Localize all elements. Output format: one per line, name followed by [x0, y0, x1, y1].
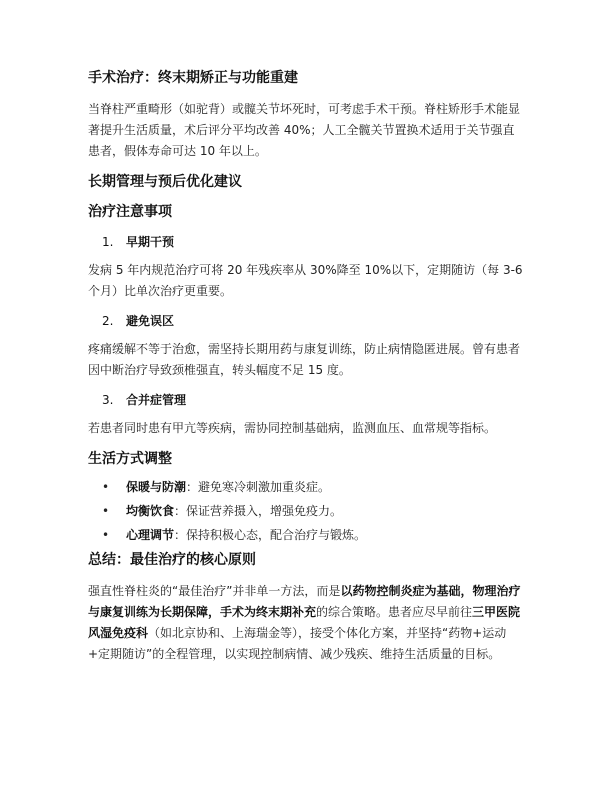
bullet-text: ：避免寒冷刺激加重炎症。 — [186, 480, 331, 494]
numbered-item-early-intervention — [88, 233, 524, 251]
summary-text: （如北京协和、上海瑞金等），接受个体化方案，并坚持“药物+运动+定期随访”的全程管理，以实现控制病情、减少残疾、维持生活质量的目标。 — [88, 626, 507, 661]
paragraph-surgery: 当脊柱严重畸形（如驼背）或髋关节坏死时，可考虑手术干预。脊柱矫形手术能显著提升生活质量，术后评分平均改善 40%；人工全髋关节置换术适用于关节强直患者，假体寿命可达 10 年以上。 — [88, 102, 521, 158]
paragraph-summary — [88, 581, 524, 665]
bullet-text: ：保持积极心态，配合治疗与锻炼。 — [174, 528, 367, 542]
paragraph-avoid-misconceptions: 疼痛缓解不等于治愈，需坚持长期用药与康复训练，防止病情隐匿进展。曾有患者因中断治疗导致颈椎强直，转头幅度不足 15 度。 — [88, 342, 521, 377]
list-number: 3. — [102, 393, 114, 407]
bullet-icon: • — [102, 480, 110, 494]
bullet-label: 保暖与防潮 — [126, 480, 187, 494]
summary-emphasis: 三甲医院风湿免疫科 — [88, 605, 521, 640]
summary-emphasis: 以药物控制炎症为基础，物理治疗与康复训练为长期保障，手术为终末期补充 — [88, 584, 521, 619]
list-number: 1. — [102, 235, 114, 249]
heading-surgery: 手术治疗：终末期矫正与功能重建 — [88, 70, 298, 86]
list-number: 2. — [102, 314, 114, 328]
bullet-label: 心理调节 — [126, 528, 175, 542]
bullet-icon: • — [102, 504, 110, 518]
list-item-diet — [88, 502, 524, 520]
bullet-icon: • — [102, 528, 110, 542]
list-item-warmth — [88, 478, 524, 496]
summary-text: 的综合策略。患者应尽早前往 — [316, 605, 473, 619]
numbered-item-avoid-misconceptions — [88, 312, 524, 330]
bullet-label: 均衡饮食 — [126, 504, 175, 518]
paragraph-early-intervention: 发病 5 年内规范治疗可将 20 年残疾率从 30%降至 10%以下，定期随访（每 3-6 个月）比单次治疗更重要。 — [88, 263, 523, 298]
item-title: 合并症管理 — [126, 393, 187, 407]
item-title: 避免误区 — [126, 314, 175, 328]
numbered-item-comorbidity — [88, 391, 524, 409]
paragraph-comorbidity: 若患者同时患有甲亢等疾病，需协同控制基础病，监测血压、血常规等指标。 — [88, 421, 497, 435]
item-title: 早期干预 — [126, 235, 175, 249]
heading-lifestyle: 生活方式调整 — [88, 451, 172, 467]
list-item-mental — [88, 526, 524, 544]
heading-summary: 总结：最佳治疗的核心原则 — [88, 552, 256, 568]
heading-cautions: 治疗注意事项 — [88, 204, 172, 220]
summary-text: 强直性脊柱炎的“最佳治疗”并非单一方法，而是 — [88, 584, 341, 598]
bullet-text: ：保证营养摄入，增强免疫力。 — [174, 504, 343, 518]
heading-longterm: 长期管理与预后优化建议 — [88, 174, 242, 190]
